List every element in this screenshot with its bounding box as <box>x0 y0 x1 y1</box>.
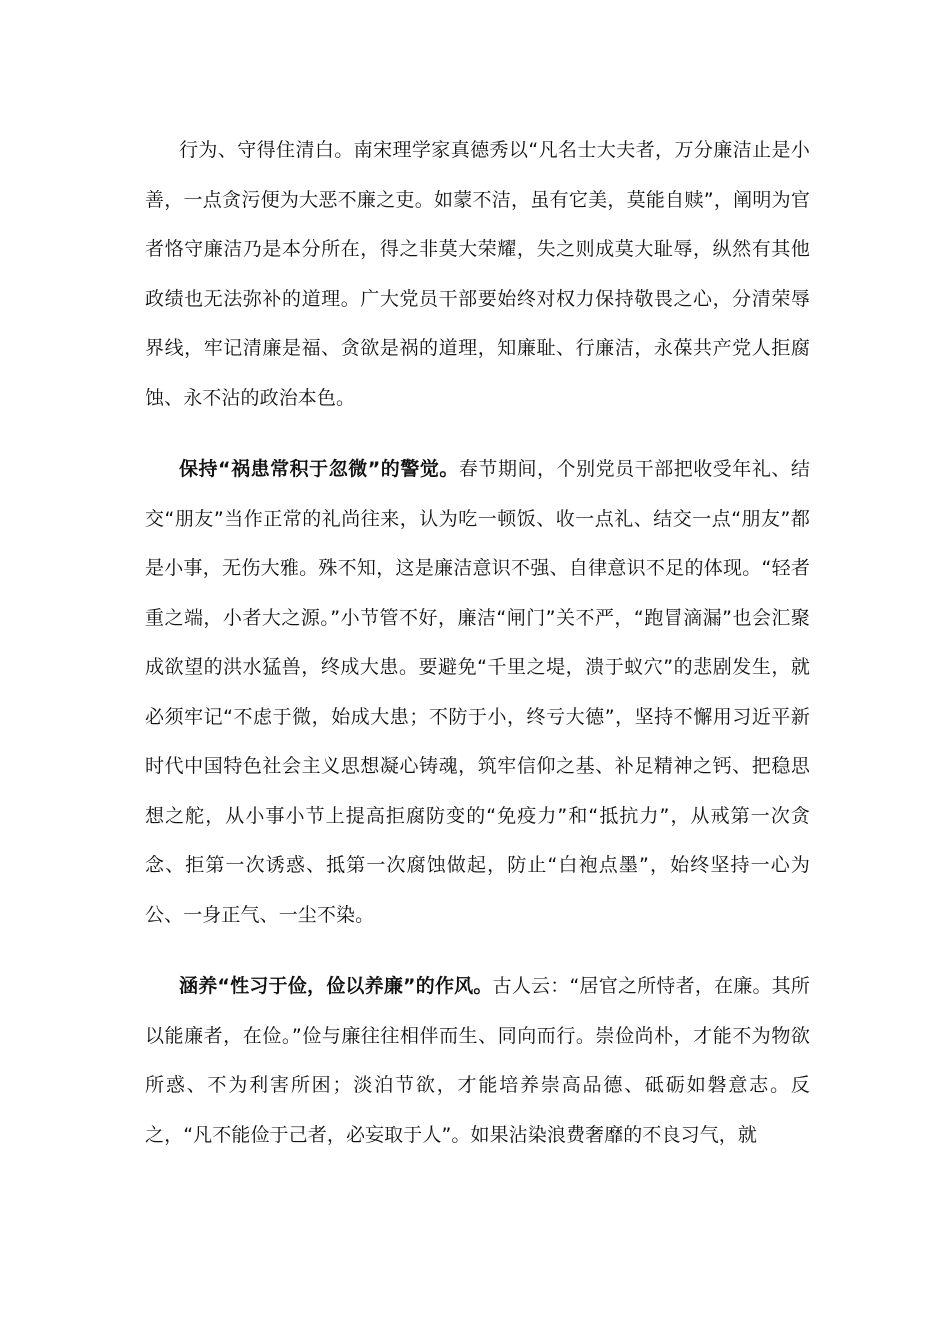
paragraph-heading: 涵养“性习于俭，俭以养廉”的作风。 <box>179 975 493 997</box>
paragraph-frugality <box>145 962 810 1160</box>
paragraph-vigilance <box>145 445 810 940</box>
paragraph-body: 行为、守得住清白。南宋理学家真德秀以“凡名士大夫者，万分廉洁止是小善，一点贪污便为大恶不廉之吏。如蒙不洁，虽有它美，莫能自赎”，阐明为官者恪守廉洁乃是本分所在，得之非莫大荣耀，失之则成莫大耻辱，纵然有其他政绩也无法弥补的道理。广大党员干部要始终对权力保持敬畏之心，分清荣辱界线，牢记清廉是福、贪欲是祸的道理，知廉耻、行廉洁，永葆共产党人拒腐蚀、永不沾的政治本色。 <box>145 139 810 409</box>
paragraph-heading: 保持“祸患常积于忽微”的警觉。 <box>179 458 459 480</box>
paragraph-integrity <box>145 126 810 423</box>
paragraph-body: 春节期间，个别党员干部把收受年礼、结交“朋友”当作正常的礼尚往来，认为吃一顿饭、收一点礼、结交一点“朋友”都是小事，无伤大雅。殊不知，这是廉洁意识不强、自律意识不足的体现。“轻者重之端，小者大之源。”小节管不好，廉洁“闸门”关不严，“跑冒滴漏”也会汇聚成欲望的洪水猛兽，终成大患。要避免“千里之堤，溃于蚁穴”的悲剧发生，就必须牢记“不虑于微，始成大患；不防于小，终亏大德”，坚持不懈用习近平新时代中国特色社会主义思想凝心铸魂，筑牢信仰之基、补足精神之钙、把稳思想之舵，从小事小节上提高拒腐防变的“免疫力”和“抵抗力”，从戒第一次贪念、拒第一次诱惑、抵第一次腐蚀做起，防止“白袍点墨”，始终坚持一心为公、一身正气、一尘不染。 <box>145 458 810 926</box>
paragraph-body: 古人云：“居官之所恃者，在廉。其所以能廉者，在俭。”俭与廉往往相伴而生、同向而行。崇俭尚朴，才能不为物欲所惑、不为利害所困；淡泊节欲，才能培养崇高品德、砥砺如磐意志。反之，“凡不能俭于己者，必妄取于人”。如果沾染浪费奢靡的不良习气，就 <box>145 975 810 1146</box>
